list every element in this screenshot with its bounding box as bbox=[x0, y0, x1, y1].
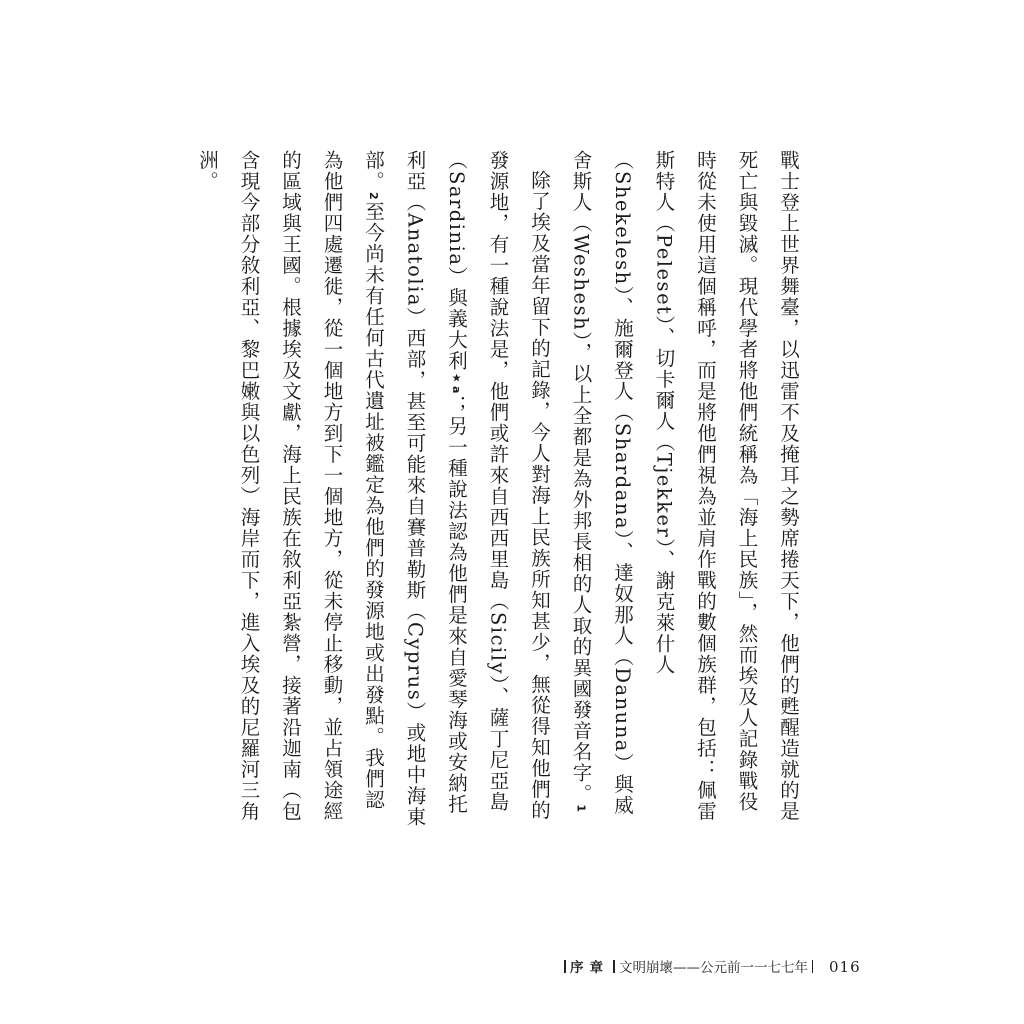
paragraph-1-text: 戰士登上世界舞臺，以迅雷不及掩耳之勢席捲天下，他們的甦醒造就的是死亡與毀滅。現代學者將他們統稱為「海上民族」，然而埃及人記錄戰役時從未使用這個稱呼，而是將他們視為並肩作戰的數個族群，包括：佩雷斯特人（Peleset）、切卡爾人（Tjekker）、謝克萊什人（Shekelesh）、施爾登人（Shardana）、達奴那人（Danuna）與威舍斯人（Weshesh），以上全都是為外邦長相的人取的異國發音名字。 bbox=[569, 150, 800, 822]
footer-divider bbox=[812, 960, 813, 973]
paragraph-2-text-c: 至今尚未有任何古代遺址被鑑定為他們的發源地或出發點。我們認為他們四處遷徙，從一個地方到下一個地方，從未停止移動，並占領途經的區域與王國。根據埃及文獻，海上民族在敘利亞紮營，接著沿迦南（包含現今部分敘利亞、黎巴嫩與以色列）海岸而下，進入埃及的尼羅河三角洲。 bbox=[196, 150, 385, 822]
endnote-marker-1: 1 bbox=[574, 804, 588, 814]
body-text bbox=[187, 150, 810, 830]
paragraph-1 bbox=[560, 150, 809, 830]
footnote-marker-a: ★a bbox=[450, 371, 463, 395]
footer-divider bbox=[613, 960, 615, 973]
paragraph-2-text-a: 除了埃及當年留下的記錄，今人對海上民族所知甚少，無從得知他們的發源地，有一種說法是，他們或許來自西西里島（Sicily）、薩丁尼亞島（Sardinia）與義大利 bbox=[445, 150, 551, 821]
endnote-marker-2: 2 bbox=[367, 192, 380, 202]
footer-title: 文明崩壞——公元前一一七七年 bbox=[619, 960, 808, 976]
paragraph-2 bbox=[187, 150, 561, 830]
page-number: 016 bbox=[829, 958, 861, 976]
paragraph-2-text-b: ；另一種說法認為他們是來自愛琴海或安納托利亞（Anatolia）西部，甚至可能來自賽普勒斯（Cyprus）或地中海東部。 bbox=[362, 150, 468, 828]
footer-chapter: 序章 bbox=[570, 960, 609, 976]
footer-divider bbox=[564, 960, 566, 973]
running-footer bbox=[560, 956, 861, 976]
